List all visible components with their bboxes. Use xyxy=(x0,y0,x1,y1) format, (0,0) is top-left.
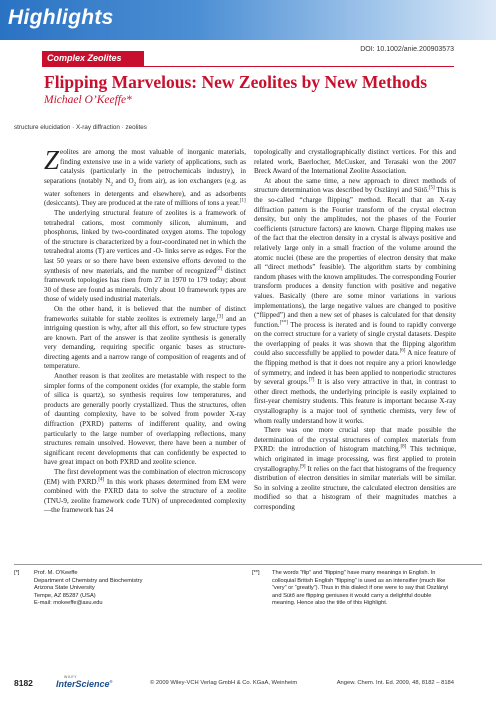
logo-interscience-text: InterScience® xyxy=(56,679,113,689)
keywords: structure elucidation · X-ray diffraction · zeolites xyxy=(14,124,147,131)
article-title: Flipping Marvelous: New Zeolites by New Methods xyxy=(44,72,428,92)
paragraph: The first development was the combination of electron microscopy (EM) with PXRD.[4] In this work phases determined from EM were combined with the PXRD data to solve the structure of a zeolite (TNU-9, zeolite framework code TUN) of unprecedented complexity—the framework has 24 xyxy=(44,468,246,515)
page-number: 8182 xyxy=(14,678,33,688)
footnote-line: Tempe, AZ 85287 (USA) xyxy=(34,592,96,599)
author-email[interactable]: E-mail: mokeeffe@asu.edu xyxy=(34,600,103,607)
doi[interactable]: DOI: 10.1002/anie.200903573 xyxy=(360,46,454,53)
banner-title: Highlights xyxy=(8,6,114,29)
paragraph: Another reason is that zeolites are metastable with respect to the simpler forms of the component oxides (for example, the stable form of silica is quartz), so synthesis requires low temperatures, and products are generally poorly crystallized. Thus the structures, often of daunting complexity, have to be solved from powder X-ray diffraction (PXRD) patterns of indifferent quality, and owing particularly to the large number of overlapping reflections, many structures remain unsolved. However, there have been a number of significant recent developments that can confidently be expected to have great impact on both PXRD and zeolite science. xyxy=(44,372,246,467)
footnote-line: Arizona State University xyxy=(34,585,95,592)
title-rule xyxy=(42,66,454,67)
footnote-mark: [*] xyxy=(14,570,20,576)
interscience-logo xyxy=(56,675,136,689)
footnote-line: Department of Chemistry and Biochemistry xyxy=(34,577,143,584)
footnote-text: The words “flip” and “flipping” have many meanings in English. In colloquial British English “flipping” is used as an intensifier (much like “very” or “greatly”). Thus in this dialect if one were to say that Oszlányi and Sütő are flipping geniuses it would carry a delightful double meaning. Hence also the title of this Highlight. xyxy=(272,570,449,607)
section-tag: Complex Zeolites xyxy=(42,51,144,66)
body-column-right xyxy=(254,148,456,513)
paragraph: On the other hand, it is believed that the number of distinct frameworks suitable for stable zeolites is extremely large,[3] and an intriguing question is why, after all this effort, so few structure types are known. Part of the answer is that zeolite synthesis is generally very demanding, requiring specific organic bases as structure-directing agents and a narrow range of composition of reagents and of temperature. xyxy=(44,304,246,371)
page-footer xyxy=(0,675,496,695)
footnote-mark: [**] xyxy=(252,570,260,576)
author-footnote xyxy=(14,570,219,608)
footnote-rule xyxy=(14,564,482,565)
drop-cap: Z xyxy=(44,145,60,175)
logo-wiley-text: WILEY xyxy=(64,675,77,679)
copyright: © 2009 Wiley-VCH Verlag GmbH & Co. KGaA, Weinheim xyxy=(150,680,298,686)
paragraph: Zeolites are among the most valuable of inorganic materials, finding extensive use in a wide variety of applications, such as catalysis (particularly in the petrochemicals industry), in separations (notably $N_2$ and $O_2$ from air), as ion exchangers (e.g. as water softeners in detergents and elsewhere), and as adsorbents (desiccants). They are produced at the rate of millions of tons a year.[1] xyxy=(44,145,246,208)
flip-footnote xyxy=(252,570,454,608)
footnote-line: Prof. M. O’Keeffe xyxy=(34,570,78,576)
body-column-left xyxy=(44,145,246,516)
article-author: Michael O’Keeffe* xyxy=(44,94,132,106)
journal-citation: Angew. Chem. Int. Ed. 2009, 48, 8182 – 8184 xyxy=(336,680,454,686)
paragraph: At about the same time, a new approach to direct methods of structure determination was described by Oszlányi and Sütő.[5] This is the so-called “charge flipping” method. Recall that an X-ray diffraction pattern is the Fourier transform of the crystal electron density, but only the amplitudes, not the phases of the Fourier coefficients (structure factors) are known. Charge flipping makes use of the fact that the electron density in a crystal is always positive and relatively large only in a small fraction of the volume around the atomic nuclei (these are the properties of electron density that make all “direct methods” feasible). The algorithm starts by combining random phases with the known amplitudes. The corresponding Fourier transform produces a density function with positive and negative values. Basically (there are some minor variations in various implementations), the large negative values are changed to positive (“flipped”) and then a new set of phases is calculated for that density function.[**] The process is iterated and is found to rapidly converge on the correct structure for a variety of single crystal datasets. Despite the overlapping of peaks it was shown that the flipping algorithm could also successfully be applied to powder data.[6] A nice feature of the flipping method is that it does not require any a priori knowledge of symmetry, and indeed it has been applied to nonperiodic structures by several groups.[7] It is also very attractive in that, in contrast to other direct methods, the underlying principle is easily explained to first-year chemistry students. This feature is important because X-ray crystallography is a major tool of synthetic chemists, very few of whom really understand how it works. xyxy=(254,176,457,425)
highlights-banner xyxy=(0,0,496,40)
paragraph: The underlying structural feature of zeolites is a framework of tetrahedral cations, most commonly silicon, aluminum, and phosphorus, linked by two-coordinated oxygen atoms. The topology of the structure is characterized by a four-coordinated net in which the tetrahedral atoms (T) are vertices and -O- links serve as edges. For the last 50 years or so there have been extensive efforts devoted to the synthesis of new materials, and the number of recognized[2] distinct framework topologies has risen from 27 in 1970 to 179 today; about 30 of these are found as minerals. Only about 10 framework types are those of widely used industrial materials. xyxy=(44,208,246,304)
paragraph: topologically and crystallographically distinct vertices. For this and related work, Baerlocher, McCusker, and Terasaki won the 2007 Breck Award of the International Zeolite Association. xyxy=(254,148,456,176)
paragraph: There was one more crucial step that made possible the determination of the crystal structures of complex materials from PXRD: the introduction of histogram matching.[8] This technique, which originated in image processing, was first applied to protein crystallography.[9] It relies on the fact that histograms of the frequency distribution of electron densities in similar materials will be similar. So in solving a zeolite structure, the calculated electron densities are modified so that a histogram of their magnitudes matches a corresponding xyxy=(254,426,456,511)
